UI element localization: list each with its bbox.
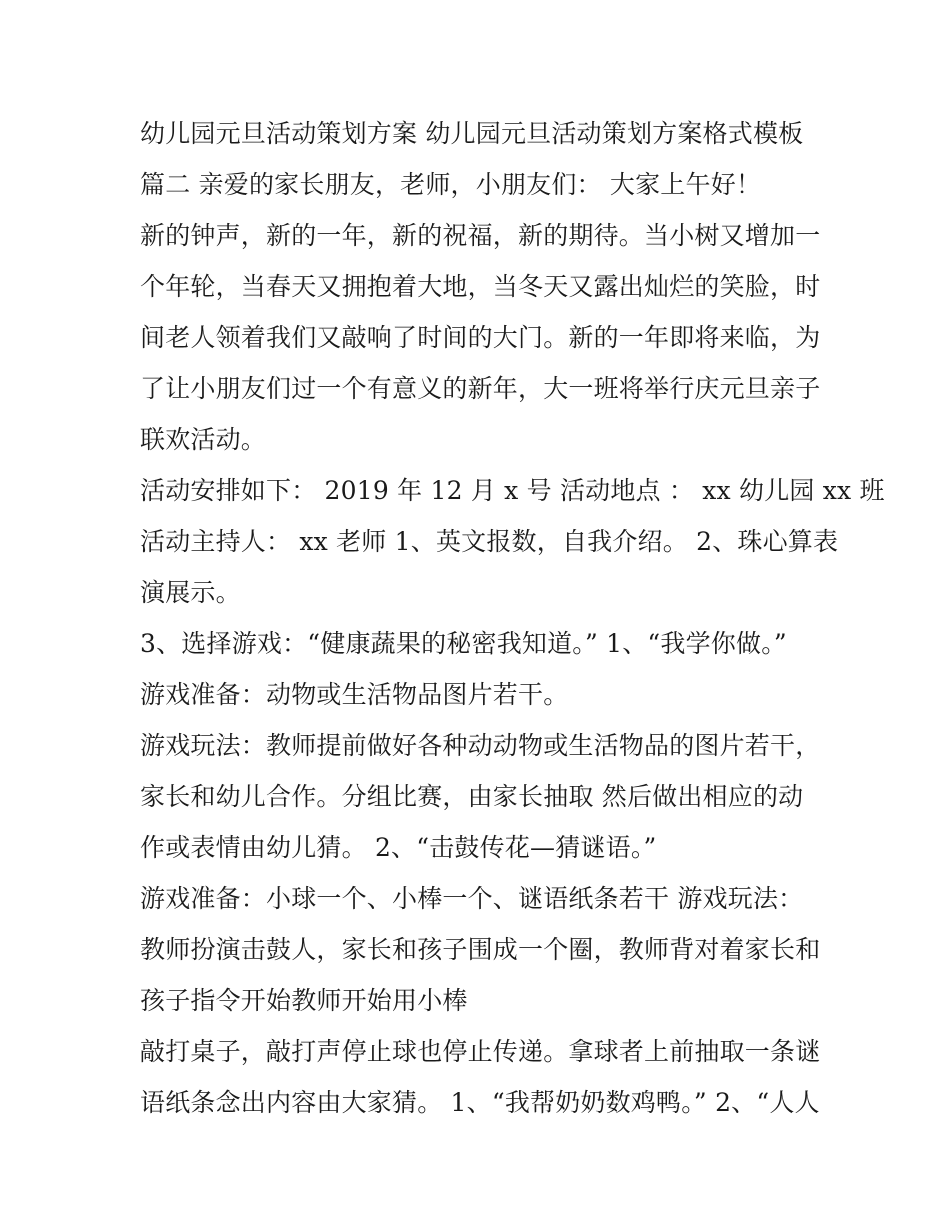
text-line: 游戏玩法：教师提前做好各种动动物或生活物品的图片若干， (140, 731, 821, 760)
text-line: 语纸条念出内容由大家猜。 1、“我帮奶奶数鸡鸭。” 2、“人人 (140, 1088, 820, 1117)
text-line: 孩子指令开始教师开始用小棒 (140, 986, 468, 1015)
text-line: 游戏准备：小球一个、小棒一个、谜语纸条若干 游戏玩法： (140, 884, 804, 913)
text-line: 家长和幼儿合作。分组比赛，由家长抽取 然后做出相应的动 (140, 782, 804, 811)
text-line: 活动安排如下： 2019 年 12 月 x 号 活动地点 ： xx 幼儿园 xx 班 (140, 476, 885, 505)
text-line: 了让小朋友们过一个有意义的新年，大一班将举行庆元旦亲子 (140, 374, 821, 403)
text-line: 个年轮，当春天又拥抱着大地，当冬天又露出灿烂的笑脸，时 (140, 272, 821, 301)
text-line: 篇二 亲爱的家长朋友，老师，小朋友们： 大家上午好！ (140, 170, 762, 199)
text-line: 活动主持人： xx 老师 1、英文报数，自我介绍。 2、珠心算表 (140, 527, 839, 556)
text-line: 3、选择游戏：“健康蔬果的秘密我知道。” 1、“我学你做。” (140, 629, 787, 658)
text-line: 幼儿园元旦活动策划方案 幼儿园元旦活动策划方案格式模板 (140, 119, 804, 148)
text-line: 联欢活动。 (140, 425, 267, 454)
text-line: 演展示。 (140, 578, 241, 607)
text-line: 作或表情由幼儿猜。 2、“击鼓传花—猜谜语。” (140, 833, 657, 862)
text-line: 新的钟声，新的一年，新的祝福，新的期待。当小树又增加一 (140, 221, 821, 250)
text-line: 敲打桌子，敲打声停止球也停止传递。拿球者上前抽取一条谜 (140, 1037, 821, 1066)
text-line: 游戏准备：动物或生活物品图片若干。 (140, 680, 569, 709)
text-line: 教师扮演击鼓人，家长和孩子围成一个圈，教师背对着家长和 (140, 935, 821, 964)
document-body (140, 108, 885, 1128)
text-line: 间老人领着我们又敲响了时间的大门。新的一年即将来临，为 (140, 323, 821, 352)
